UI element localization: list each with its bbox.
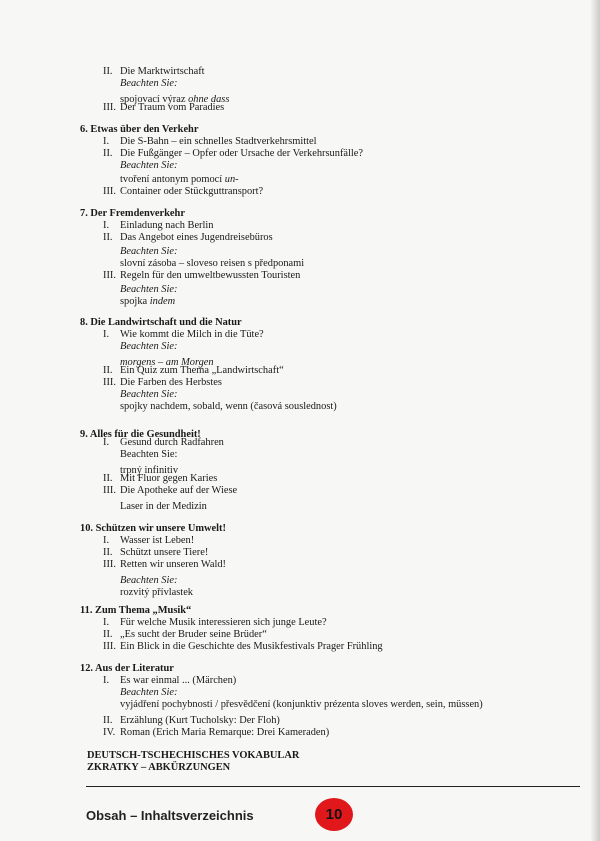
entry-title: Es war einmal ... (Märchen) [120, 675, 237, 686]
entry-number: I. [103, 617, 110, 628]
entry-title: Beachten Sie: [120, 246, 178, 257]
entry-number: IV. [103, 727, 116, 738]
entry-title: vyjádření pochybnosti / přesvědčení (konjunktiv prézenta sloves werden, sein, müssen) [120, 699, 483, 710]
entry-title: Die Fußgänger – Opfer oder Ursache der Verkehrsunfälle? [120, 148, 364, 159]
entry-title: Die Marktwirtschaft [120, 66, 205, 77]
entry-title: morgens – am Morgen [120, 357, 214, 368]
entry-title: Der Traum vom Paradies [120, 102, 225, 113]
entry-title: 11. Zum Thema „Musik“ [80, 605, 192, 616]
entry-number: I. [103, 220, 110, 231]
entry-title: Regeln für den umweltbewussten Touristen [120, 270, 301, 281]
page-number-badge: 10 [315, 798, 353, 831]
entry-title: tvoření antonym pomocí un- [120, 174, 239, 185]
entry-number: III. [103, 485, 116, 496]
entry-title: Erzählung (Kurt Tucholsky: Der Floh) [120, 715, 280, 726]
entry-number: II. [103, 148, 113, 159]
entry-title: Wie kommt die Milch in die Tüte? [120, 329, 264, 340]
entry-number: I. [103, 437, 110, 448]
entry-number: II. [103, 232, 113, 243]
entry-title: 6. Etwas über den Verkehr [80, 124, 199, 135]
entry-title: 9. Alles für die Gesundheit! [80, 429, 201, 440]
entry-number: II. [103, 715, 113, 726]
entry-title: Beachten Sie: [120, 78, 178, 89]
entry-number: III. [103, 559, 116, 570]
entry-title: „Es sucht der Bruder seine Brüder“ [120, 629, 267, 640]
entry-title: Beachten Sie: [120, 575, 178, 586]
entry-title: Ein Quiz zum Thema „Landwirtschaft“ [120, 365, 284, 376]
entry-title: Container oder Stückguttransport? [120, 186, 264, 197]
entry-title: Die S-Bahn – ein schnelles Stadtverkehrsmittel [120, 136, 317, 147]
entry-number: III. [103, 377, 116, 388]
entry-title: Die Farben des Herbstes [120, 377, 222, 388]
entry-number: III. [103, 186, 116, 197]
entry-title: Gesund durch Radfahren [120, 437, 224, 448]
entry-title: slovní zásoba – sloveso reisen s předponami [120, 258, 305, 269]
entry-number: I. [103, 675, 110, 686]
entry-title: rozvitý přívlastek [120, 587, 194, 598]
entry-title: spojky nachdem, sobald, wenn (časová souslednost) [120, 401, 337, 412]
entry-number: III. [103, 270, 116, 281]
entry-title: Ein Blick in die Geschichte des Musikfestivals Prager Frühling [120, 641, 383, 652]
entry-number: I. [103, 136, 110, 147]
entry-title: Für welche Musik interessieren sich junge Leute? [120, 617, 327, 628]
entry-number: II. [103, 473, 113, 484]
entry-title: Einladung nach Berlin [120, 220, 214, 231]
entry-number: II. [103, 365, 113, 376]
entry-title: 8. Die Landwirtschaft und die Natur [80, 317, 242, 328]
entry-title: Beachten Sie: [120, 389, 178, 400]
entry-title: 7. Der Fremdenverkehr [80, 208, 185, 219]
entry-title: Retten wir unseren Wald! [120, 559, 227, 570]
entry-title: Wasser ist Leben! [120, 535, 195, 546]
entry-number: III. [103, 641, 116, 652]
entry-title: Laser in der Medizin [120, 501, 207, 512]
footer-title: Obsah – Inhaltsverzeichnis [86, 808, 254, 823]
entry-number: II. [103, 547, 113, 558]
entry-number: I. [103, 535, 110, 546]
entry-title: 10. Schützen wir unsere Umwelt! [80, 523, 226, 534]
entry-title: Beachten Sie: [120, 341, 178, 352]
entry-number: II. [103, 66, 113, 77]
entry-title: Beachten Sie: [120, 160, 178, 171]
entry-title: 12. Aus der Literatur [80, 663, 174, 674]
entry-title: spojka indem [120, 296, 176, 307]
entry-title: Beachten Sie: [120, 687, 178, 698]
entry-title: Roman (Erich Maria Remarque: Drei Kameraden) [120, 727, 330, 738]
entry-title: Die Apotheke auf der Wiese [120, 485, 238, 496]
footer-divider [86, 786, 580, 787]
entry-title: Beachten Sie: [120, 449, 178, 460]
entry-title: Schützt unsere Tiere! [120, 547, 209, 558]
entry-title: Das Angebot eines Jugendreisebüros [120, 232, 273, 243]
entry-title: DEUTSCH-TSCHECHISCHES VOKABULAR [87, 750, 300, 761]
entry-title: Beachten Sie: [120, 284, 178, 295]
entry-number: II. [103, 629, 113, 640]
entry-title: trpný infinitiv [120, 465, 179, 476]
entry-title: ZKRATKY – ABKÜRZUNGEN [87, 762, 231, 773]
entry-title: spojovací výraz ohne dass [120, 94, 230, 105]
entry-number: I. [103, 329, 110, 340]
entry-number: III. [103, 102, 116, 113]
entry-title: Mit Fluor gegen Karies [120, 473, 218, 484]
